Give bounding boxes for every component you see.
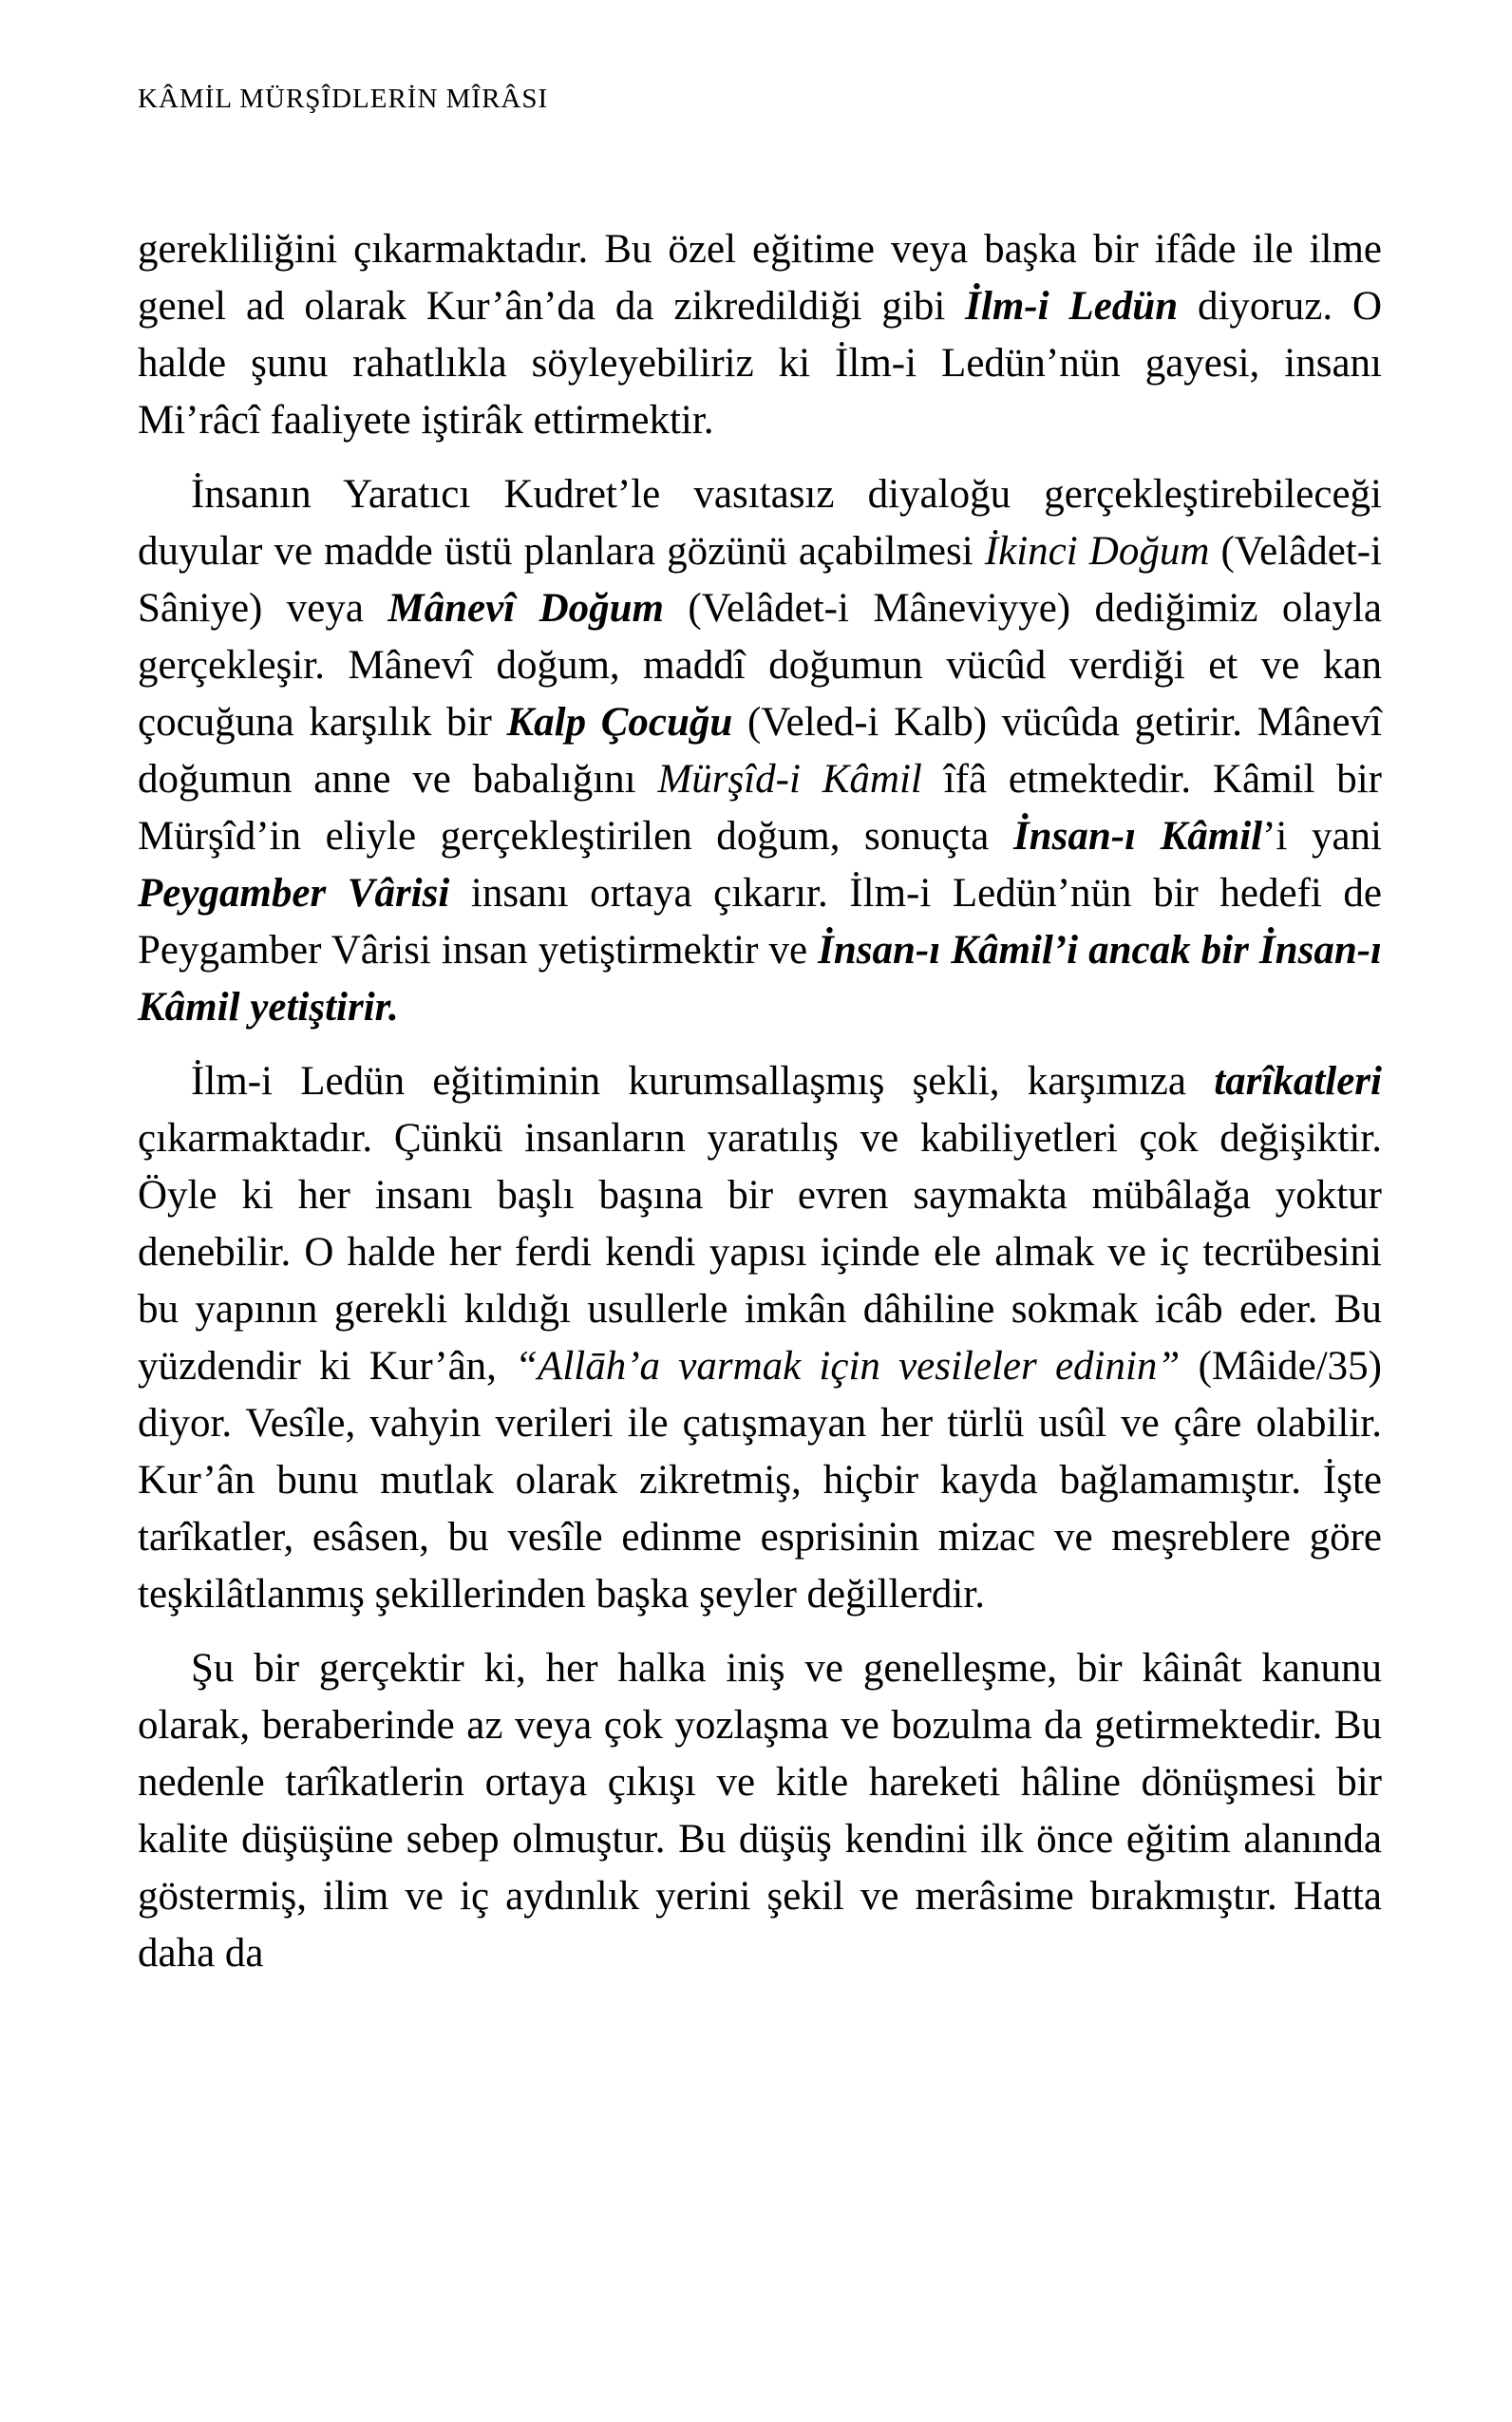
- text-run: İnsanın Yaratıcı Kudret’le vasıtasız diyaloğu gerçekleştirebileceği duyular ve madde üstü planlara gözünü açabilmesi: [138, 472, 1382, 574]
- text-run: (Veled-i Kalb) vücûda getirir. Mânevî doğumun anne ve babalığını: [138, 700, 1382, 802]
- page-body: [138, 221, 1382, 1982]
- text-run: (Velâdet-i Sâniye) veya: [138, 529, 1383, 631]
- text-run: İnsan-ı Kâmil: [1012, 814, 1263, 859]
- text-run: Şu bir gerçektir ki, her halka iniş ve genelleşme, bir kâinât kanunu olarak, beraberinde az veya çok yozlaşma ve bozulma da getirmektedir. Bu nedenle tarîkatlerin ortaya çıkışı ve kitle hareketi hâline dönüşmesi bir kalite düşüşüne sebep olmuştur. Bu düşüş kendini ilk önce eğitim alanında göstermiş, ilim ve iç aydınlık yerini şekil ve merâsime bırakmıştır. Hatta daha da: [138, 1646, 1382, 1976]
- text-run: Mürşîd-i Kâmil: [657, 757, 922, 802]
- text-run: insanı ortaya çıkarır. İlm-i Ledün’nün bir hedefi de Peygamber Vârisi insan yetiştirmektir ve: [138, 871, 1382, 973]
- text-run: İkinci Doğum: [984, 529, 1210, 574]
- text-run: çıkarmaktadır. Çünkü insanların yaratılış ve kabiliyetleri çok değişiktir. Öyle ki her insanı başlı başına bir evren saymakta mübâlağa yoktur denebilir. O halde her ferdi kendi yapısı içinde ele almak ve iç tecrübesini bu yapının gerekli kıldığı usullerle imkân dâhiline sokmak icâb eder. Bu yüzdendir ki Kur’ân,: [138, 1116, 1382, 1389]
- text-run: Peygamber Vârisi: [138, 871, 450, 916]
- text-run: (Mâide/35) diyor. Vesîle, vahyin verileri ile çatışmayan her türlü usûl ve çâre olabilir. Kur’ân bunu mutlak olarak zikretmiş, hiçbir kayda bağlamamıştır. İşte tarîkatler, esâsen, bu vesîle edinme esprisinin mizac ve meşreblere göre teşkilâtlanmış şekillerinden başka şeyler değillerdir.: [138, 1344, 1383, 1617]
- text-run: İlm-i Ledün: [965, 284, 1179, 329]
- text-run: ’i yani: [1262, 814, 1382, 859]
- text-run: “Allāh’a varmak için vesileler edinin”: [515, 1344, 1181, 1389]
- text-run: İnsan-ı Kâmil’i ancak bir İnsan-ı Kâmil yetiştirir.: [138, 928, 1382, 1030]
- text-run: (Velâdet-i Mâneviyye) dediğimiz olayla gerçekleşir. Mânevî doğum, maddî doğumun vücûd verdiği et ve kan çocuğuna karşılık bir: [138, 586, 1382, 745]
- text-run: îfâ etmektedir. Kâmil bir Mürşîd’in eliyle gerçekleştirilen doğum, sonuçta: [138, 757, 1382, 859]
- running-header: KÂMİL MÜRŞÎDLERİN MÎRÂSI: [138, 84, 549, 114]
- paragraph: [138, 221, 1382, 449]
- paragraph: [138, 1640, 1382, 1982]
- paragraph: [138, 466, 1382, 1036]
- paragraph: [138, 1053, 1382, 1623]
- text-run: gerekliliğini çıkarmaktadır. Bu özel eğitime veya başka bir ifâde ile ilme genel ad olarak Kur’ân’da da zikredildiği gibi: [138, 227, 1382, 329]
- text-run: diyoruz. O halde şunu rahatlıkla söyleyebiliriz ki İlm-i Ledün’nün gayesi, insanı Mi’râcî faaliyete iştirâk ettirmektir.: [138, 284, 1383, 443]
- text-run: tarîkatleri: [1214, 1059, 1382, 1104]
- text-run: Mânevî Doğum: [387, 586, 664, 631]
- text-run: İlm-i Ledün eğitiminin kurumsallaşmış şekli, karşımıza: [191, 1059, 1215, 1104]
- text-run: Kalp Çocuğu: [506, 700, 733, 745]
